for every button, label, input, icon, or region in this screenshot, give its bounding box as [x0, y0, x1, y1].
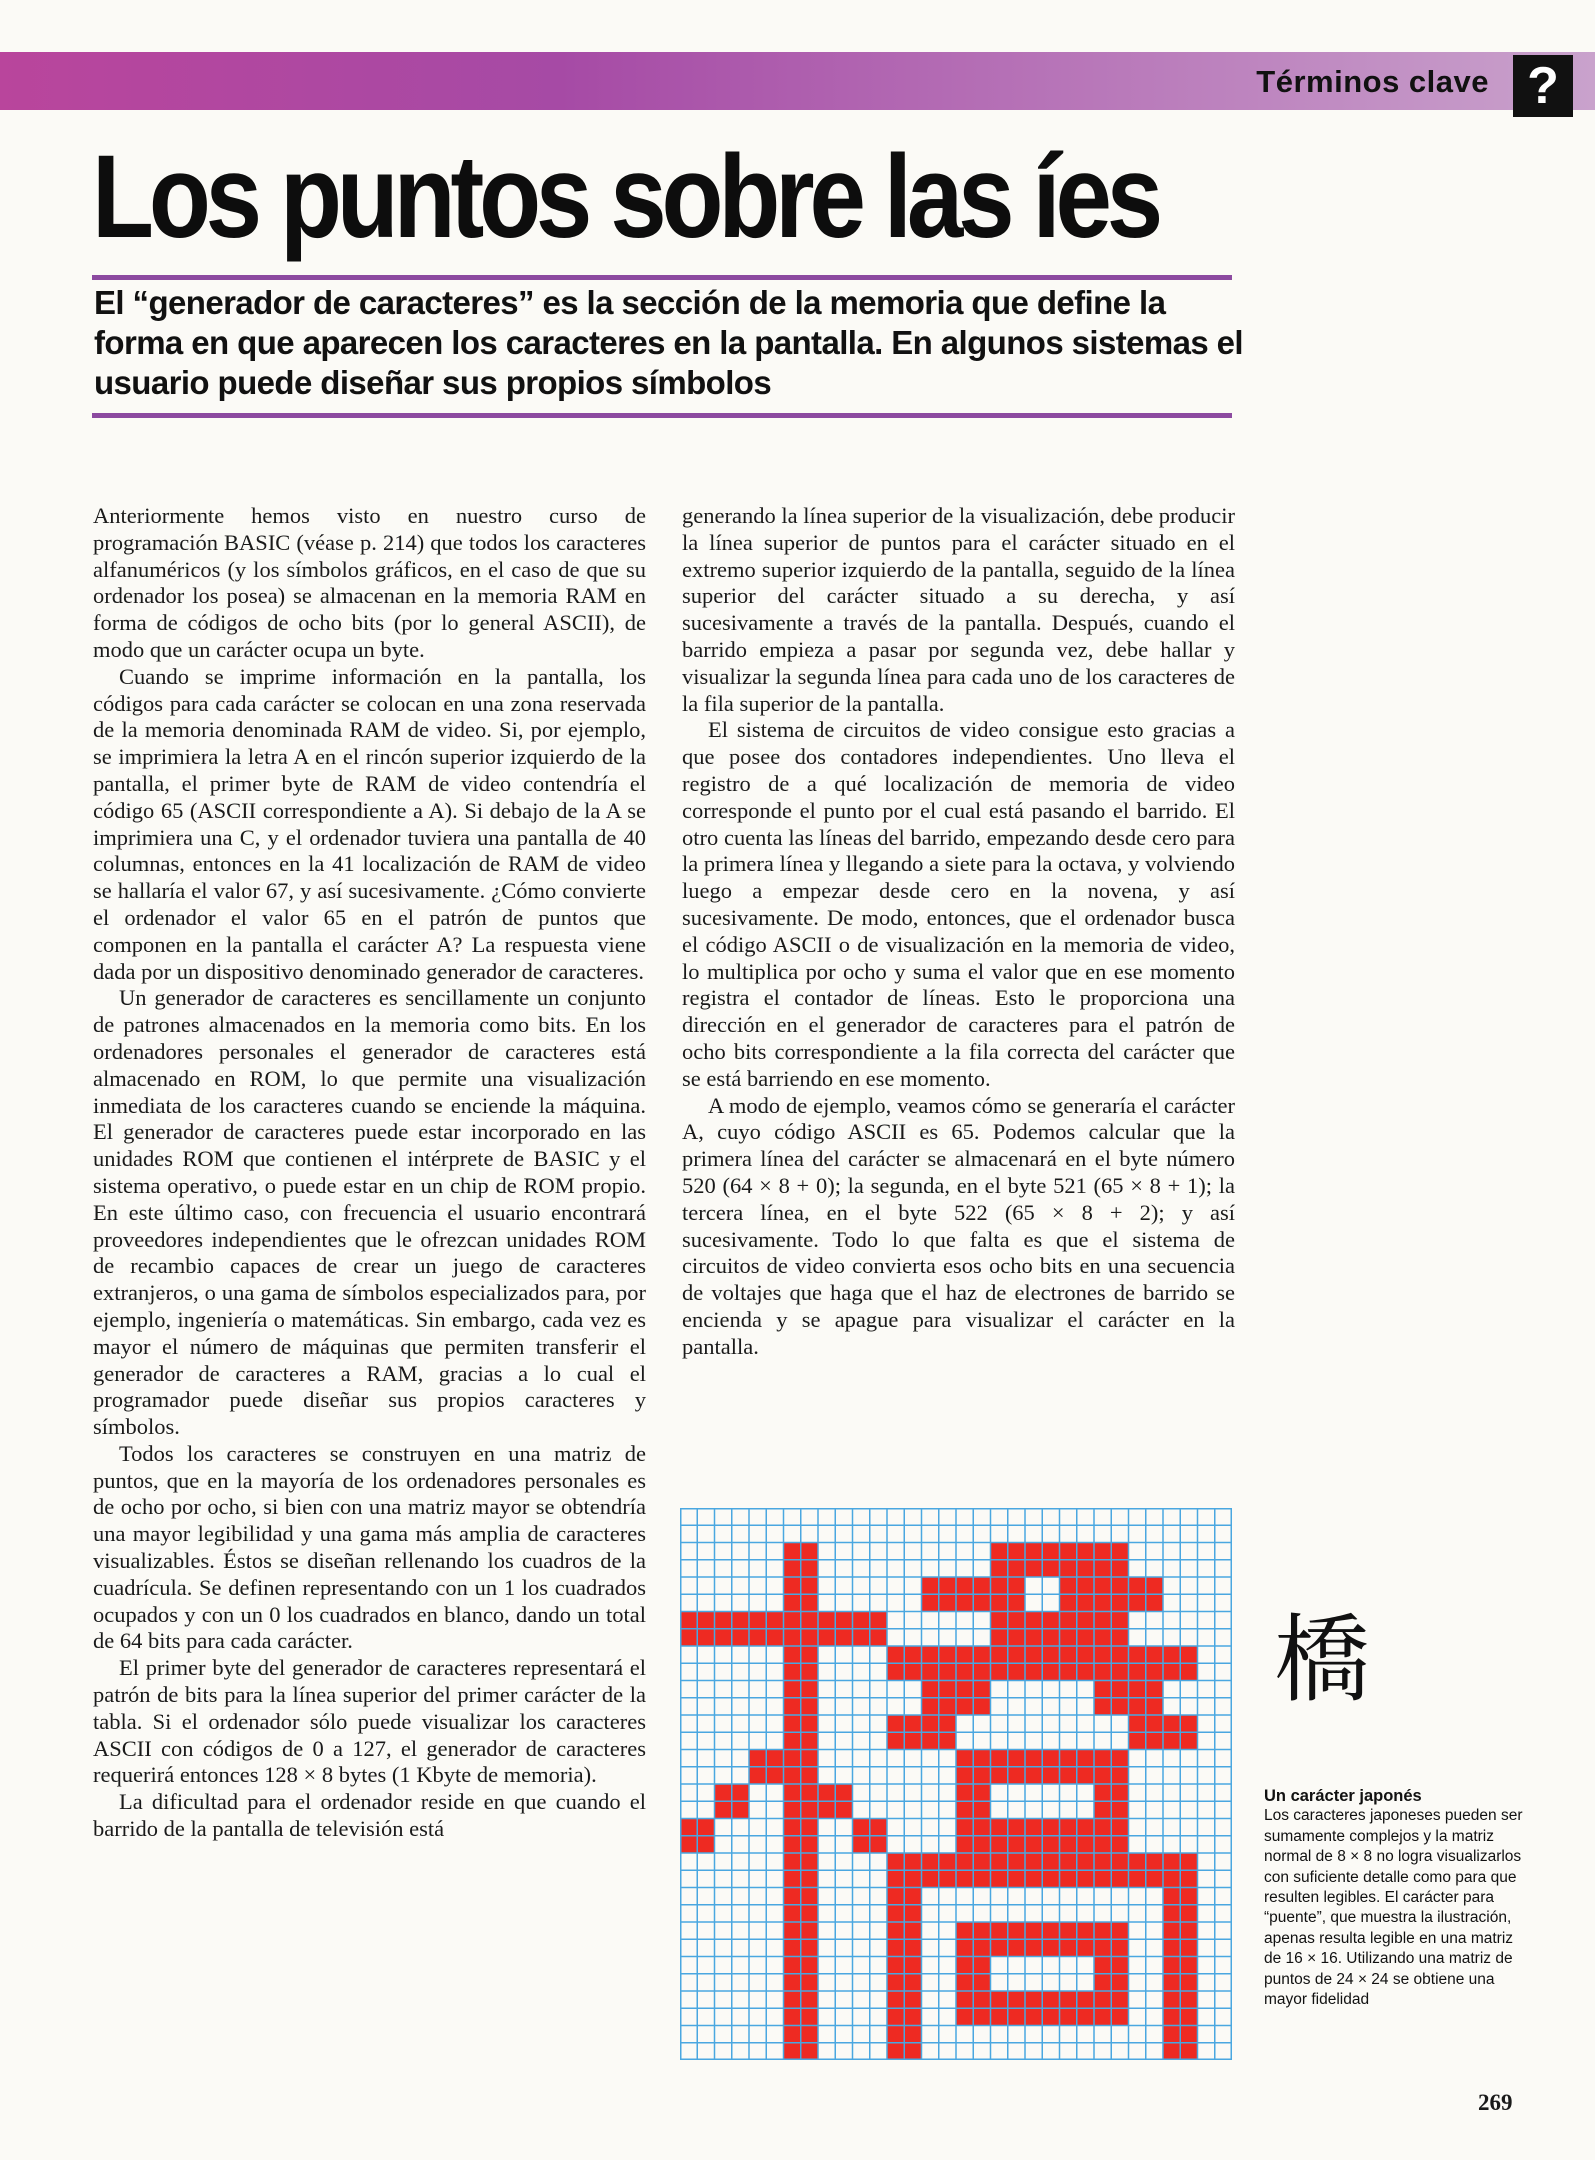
title-rule [92, 275, 1232, 280]
paragraph: Anteriormente hemos visto en nuestro curso de programación BASIC (véase p. 214) que todos los caracteres alfanuméricos (y los símbolos gráficos, en el caso de que su ordenador los posea) se almacenan en la memoria RAM en forma de códigos de ocho bits (por lo general ASCII), de modo que un carácter ocupa un byte. [93, 503, 646, 662]
question-badge: ? [1513, 55, 1573, 117]
paragraph: Cuando se imprime información en la pantalla, los códigos para cada carácter se colocan en una zona reservada de la memoria denominada RAM de video. Si, por ejemplo, se imprimiera la letra A en el rincón superior izquierdo de la pantalla, el primer byte de RAM de video contendría el código 65 (ASCII correspondiente a A). Si debajo de la A se imprimiera una C, y el ordenador tuviera una pantalla de 40 columnas, entonces en la 41 localización de RAM de video se hallaría el valor 67, y así sucesivamente. ¿Cómo convierte el ordenador el valor 65 en el patrón de puntos que componen en la pantalla el carácter A? La respuesta viene dada por un dispositivo denominado generador de caracteres. [93, 663, 646, 984]
page-title: Los puntos sobre las íes [92, 131, 1159, 263]
paragraph: La dificultad para el ordenador reside en que cuando el barrido de la pantalla de televisión está [93, 1789, 646, 1842]
paragraph: El primer byte del generador de caracteres representará el patrón de bits para la línea superior del primer carácter de la tabla. Si el ordenador sólo puede visualizar los caracteres ASCII con códigos de 0 a 127, el generador de caracteres requerirá entonces 128 × 8 bytes (1 Kbyte de memoria). [93, 1655, 646, 1788]
lead-rule [92, 413, 1232, 418]
paragraph: Un generador de caracteres es sencillamente un conjunto de patrones almacenados en la memoria como bits. En los ordenadores personales el generador de caracteres está almacenado en ROM, lo que permite una visualización inmediata de los caracteres cuando se enciende la máquina. El generador de caracteres puede estar incorporado en las unidades ROM que contienen el intérprete de BASIC y el sistema operativo, o puede estar en un chip de ROM propio. En este último caso, con frecuencia el usuario encontrará proveedores independientes que le ofrezcan unidades ROM de recambio capaces de crear un juego de caracteres extranjeros, o una gama de símbolos especializados para, por ejemplo, ingeniería o matemáticas. Sin embargo, cada vez es mayor el número de máquinas que permiten transferir el generador de caracteres a RAM, gracias a lo cual el programador puede diseñar sus propios caracteres y símbolos. [93, 985, 646, 1440]
page-number: 269 [1478, 2090, 1513, 2115]
kanji-bridge-character: 橋 [1274, 1604, 1370, 1716]
figure-caption [1264, 1786, 1534, 2010]
dot-matrix-grid [680, 1508, 1232, 2060]
paragraph: A modo de ejemplo, veamos cómo se generaría el carácter A, cuyo código ASCII es 65. Podemos calcular que la primera línea del carácter se almacenará en el byte número 520 (64 × 8 + 0); la segunda, en el byte 521 (65 × 8 + 1); la tercera línea, en el byte 522 (65 × 8 + 2); y así sucesivamente. Todo lo que falta es que el sistema de circuitos de video convierta esos ocho bits en una secuencia de voltajes que haga que el haz de electrones de barrido se encienda y se apague para visualizar el carácter en la pantalla. [682, 1092, 1235, 1359]
body-column-1 [93, 503, 646, 1843]
paragraph: El sistema de circuitos de video consigue esto gracias a que posee dos contadores independientes. Uno lleva el registro de a qué localización de memoria de video corresponde el punto por el cual está pasando el barrido. El otro cuenta las líneas del barrido, empezando desde cero para la primera línea y llegando a siete para la octava, y volviendo luego a empezar desde cero en la novena, y así sucesivamente. De modo, entonces, que el ordenador busca el código ASCII o de visualización en la memoria de video, lo multiplica por ocho y suma el valor que en ese momento registra el contador de líneas. Esto le proporciona una dirección en el generador de caracteres para el patrón de ocho bits correspondiente a la fila correcta del carácter que se está barriendo en ese momento. [682, 717, 1235, 1091]
caption-text: Los caracteres japoneses pueden ser sumamente complejos y la matriz normal de 8 × 8 no logra visualizarlos con suficiente detalle como para que resulten legibles. El carácter para “puente”, que muestra la ilustración, apenas resulta legible en una matriz de 16 × 16. Utilizando una matriz de puntos de 24 × 24 se obtiene una mayor fidelidad [1264, 1807, 1523, 2009]
section-label: Términos clave [1256, 64, 1489, 99]
caption-title: Un carácter japonés [1264, 1787, 1422, 1805]
lead-paragraph: El “generador de caracteres” es la sección de la memoria que define la forma en que aparecen los caracteres en la pantalla. En algunos sistemas el usuario puede diseñar sus propios símbolos [94, 284, 1243, 401]
paragraph: generando la línea superior de la visualización, debe producir la línea superior de puntos para el carácter situado en el extremo superior izquierdo de la pantalla, seguido de la línea superior del carácter situado a su derecha, y así sucesivamente a través de la pantalla. Después, cuando el barrido empieza a pasar por segunda vez, debe hallar y visualizar la segunda línea para cada uno de los caracteres de la fila superior de la pantalla. [682, 503, 1235, 716]
body-column-2 [682, 503, 1235, 1361]
character-matrix-figure [680, 1508, 1232, 2060]
paragraph: Todos los caracteres se construyen en una matriz de puntos, que en la mayoría de los ordenadores personales es de ocho por ocho, si bien con una matriz mayor se obtendría una mayor legibilidad y una gama más amplia de caracteres visualizables. Éstos se diseñan rellenando los cuadros de la cuadrícula. Se definen representando con un 1 los cuadrados ocupados y con un 0 los cuadrados en blanco, dando un total de 64 bits para cada carácter. [93, 1440, 646, 1654]
